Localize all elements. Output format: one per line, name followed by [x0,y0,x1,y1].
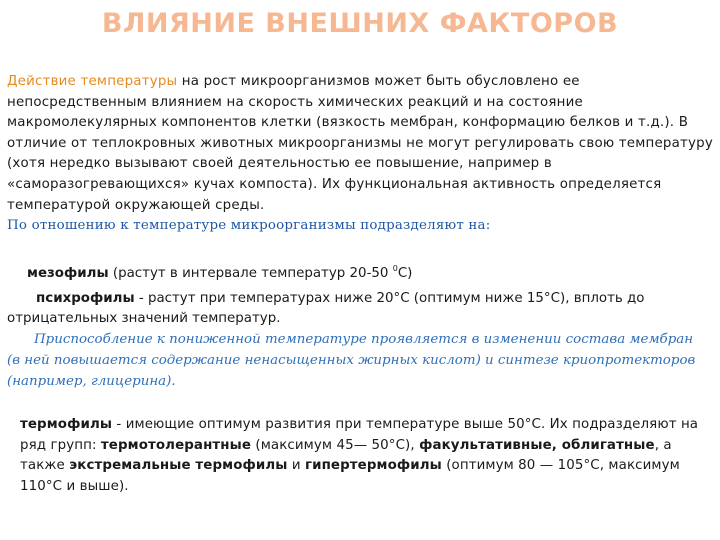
thermophiles-item [20,415,710,497]
psychrophiles-item [7,289,715,329]
temperature-lead: Действие температуры [7,74,178,89]
temperature-paragraph [7,72,715,237]
thermotolerant-term: термотолерантные [100,437,252,453]
thermophiles-text-5: (оптимум 80 — 105°С, максимум 110°С и выше). [20,458,680,494]
adaptation-note: Приспособление к пониженной температуре проявляется в изменении состава мембран (в ней повышается содержание ненасыщенных жирных кислот) и синтезе криопротекторов (например, глицерина). [7,332,696,389]
mesophiles-term: мезофилы [27,266,109,281]
thermophiles-text-2: (максимум 45— 50°С), [251,437,420,453]
extreme-thermophiles-term: экстремальные термофилы [69,458,288,474]
degree-superscript: 0 [392,264,398,273]
classification-line: По отношению к температуре микроорганизмы подразделяют на: [7,218,491,234]
thermophiles-text-1: - имеющие оптимум развития при температуре выше 50°С. Их подразделяют на ряд групп: [20,417,699,453]
thermophiles-text-4: и [287,458,305,474]
thermophiles-text-3: , а также [20,437,672,474]
mesophiles-unit: С) [397,266,413,281]
page-title: ВЛИЯНИЕ ВНЕШНИХ ФАКТОРОВ [101,8,619,39]
facultative-obligate-term: факультативные, облигатные [419,437,655,453]
mesophiles-text: (растут в интервале температур 20-50 [108,266,393,281]
mesophiles-item [27,259,412,284]
psychrophiles-text: - растут при температурах ниже 20°С (оптимум ниже 15°С), вплоть до отрицательных значений температур. [7,291,645,326]
psychrophiles-term: психрофилы [36,291,135,306]
temperature-body: на рост микроорганизмов может быть обусловлено ее непосредственным влиянием на скорость химических реакций и на состояние макромолекулярных компонентов клетки (вязкость мембран, конформацию белков и т.д.). В отличие от теплокровных животных микроорганизмы не могут регулировать свою температуру (хотя нередко вызывают своей деятельностью ее повышение, например в «саморазогревающихся» кучах компоста). Их функциональная активность определяется температурой окружающей среды. [7,74,713,213]
hyperthermophiles-term: гипертермофилы [305,458,442,474]
thermophiles-term: термофилы [20,417,113,432]
